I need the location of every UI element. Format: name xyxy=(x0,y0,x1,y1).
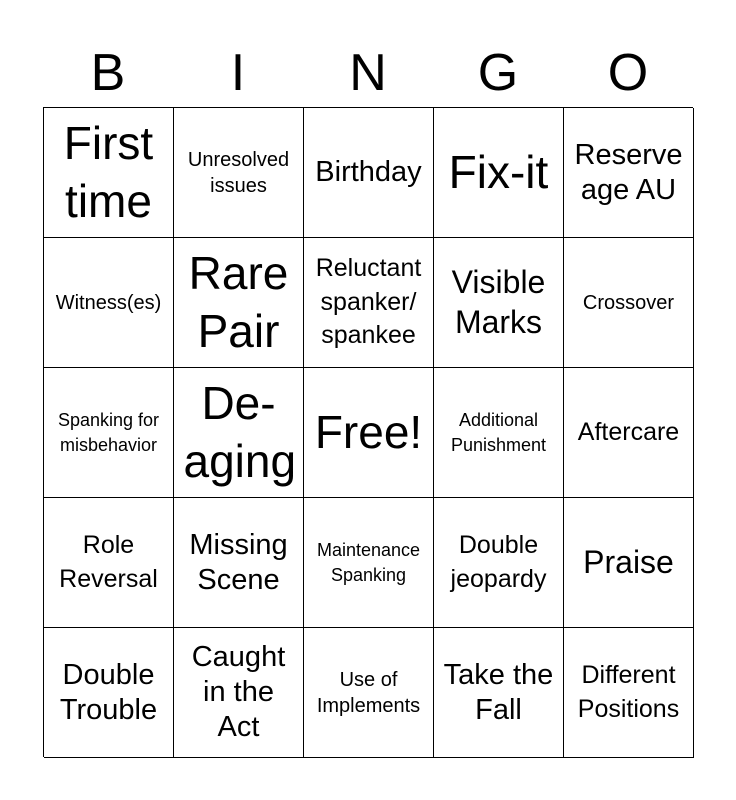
cell-label: Fix-it xyxy=(448,145,549,198)
bingo-board xyxy=(43,107,693,757)
cell-label: Birthday xyxy=(315,156,422,189)
cell-label: Reserve age AU xyxy=(574,138,683,206)
bingo-cell[interactable] xyxy=(564,368,694,498)
cell-label: De-aging xyxy=(183,377,297,487)
bingo-cell[interactable] xyxy=(564,628,694,758)
bingo-cell[interactable] xyxy=(304,238,434,368)
bingo-cell[interactable] xyxy=(44,108,174,238)
bingo-cell[interactable] xyxy=(44,628,174,758)
cell-label: Witness(es) xyxy=(55,291,162,314)
bingo-cell[interactable] xyxy=(44,238,174,368)
cell-label: First time xyxy=(63,117,154,227)
cell-label: Role Reversal xyxy=(59,530,158,593)
bingo-cell[interactable] xyxy=(434,498,564,628)
cell-label: Praise xyxy=(583,543,674,580)
cell-label: Take the Fall xyxy=(443,658,554,726)
bingo-cell[interactable] xyxy=(564,108,694,238)
bingo-cell[interactable] xyxy=(174,108,304,238)
bingo-cell[interactable] xyxy=(434,368,564,498)
cell-label: Reluctant spanker/ spankee xyxy=(315,253,422,350)
cell-label: Rare Pair xyxy=(188,247,289,357)
header-letter-n: N xyxy=(349,44,387,102)
cell-label: Caught in the Act xyxy=(191,641,286,743)
bingo-cell[interactable] xyxy=(304,368,434,498)
header-letter-i: I xyxy=(230,44,246,102)
header-letter-o: O xyxy=(607,44,649,102)
cell-label: Different Positions xyxy=(577,660,680,723)
bingo-cell[interactable] xyxy=(434,628,564,758)
bingo-cell[interactable] xyxy=(44,498,174,628)
cell-label: Aftercare xyxy=(577,417,680,446)
bingo-cell[interactable] xyxy=(564,238,694,368)
bingo-cell[interactable] xyxy=(434,108,564,238)
cell-label: Unresolved issues xyxy=(187,148,290,197)
cell-label: Visible Marks xyxy=(451,264,546,340)
cell-label: Spanking for misbehavior xyxy=(57,410,160,455)
cell-label: Double jeopardy xyxy=(450,530,547,593)
header-letter-g: G xyxy=(477,44,519,102)
bingo-cell[interactable] xyxy=(174,498,304,628)
bingo-cell[interactable] xyxy=(304,498,434,628)
cell-label: Crossover xyxy=(582,291,675,314)
cell-label: Double Trouble xyxy=(59,658,158,726)
cell-label: Missing Scene xyxy=(189,528,288,596)
cell-label: Additional Punishment xyxy=(450,410,547,455)
bingo-cell[interactable] xyxy=(174,628,304,758)
bingo-cell[interactable] xyxy=(44,368,174,498)
cell-label: Maintenance Spanking xyxy=(316,540,421,585)
bingo-cell[interactable] xyxy=(564,498,694,628)
bingo-header xyxy=(43,42,693,104)
cell-label: Use of Implements xyxy=(316,668,421,717)
bingo-cell[interactable] xyxy=(174,368,304,498)
bingo-cell[interactable] xyxy=(304,108,434,238)
bingo-cell[interactable] xyxy=(434,238,564,368)
cell-label: Free! xyxy=(314,405,423,458)
header-letter-b: B xyxy=(90,44,126,102)
bingo-cell[interactable] xyxy=(174,238,304,368)
bingo-cell[interactable] xyxy=(304,628,434,758)
